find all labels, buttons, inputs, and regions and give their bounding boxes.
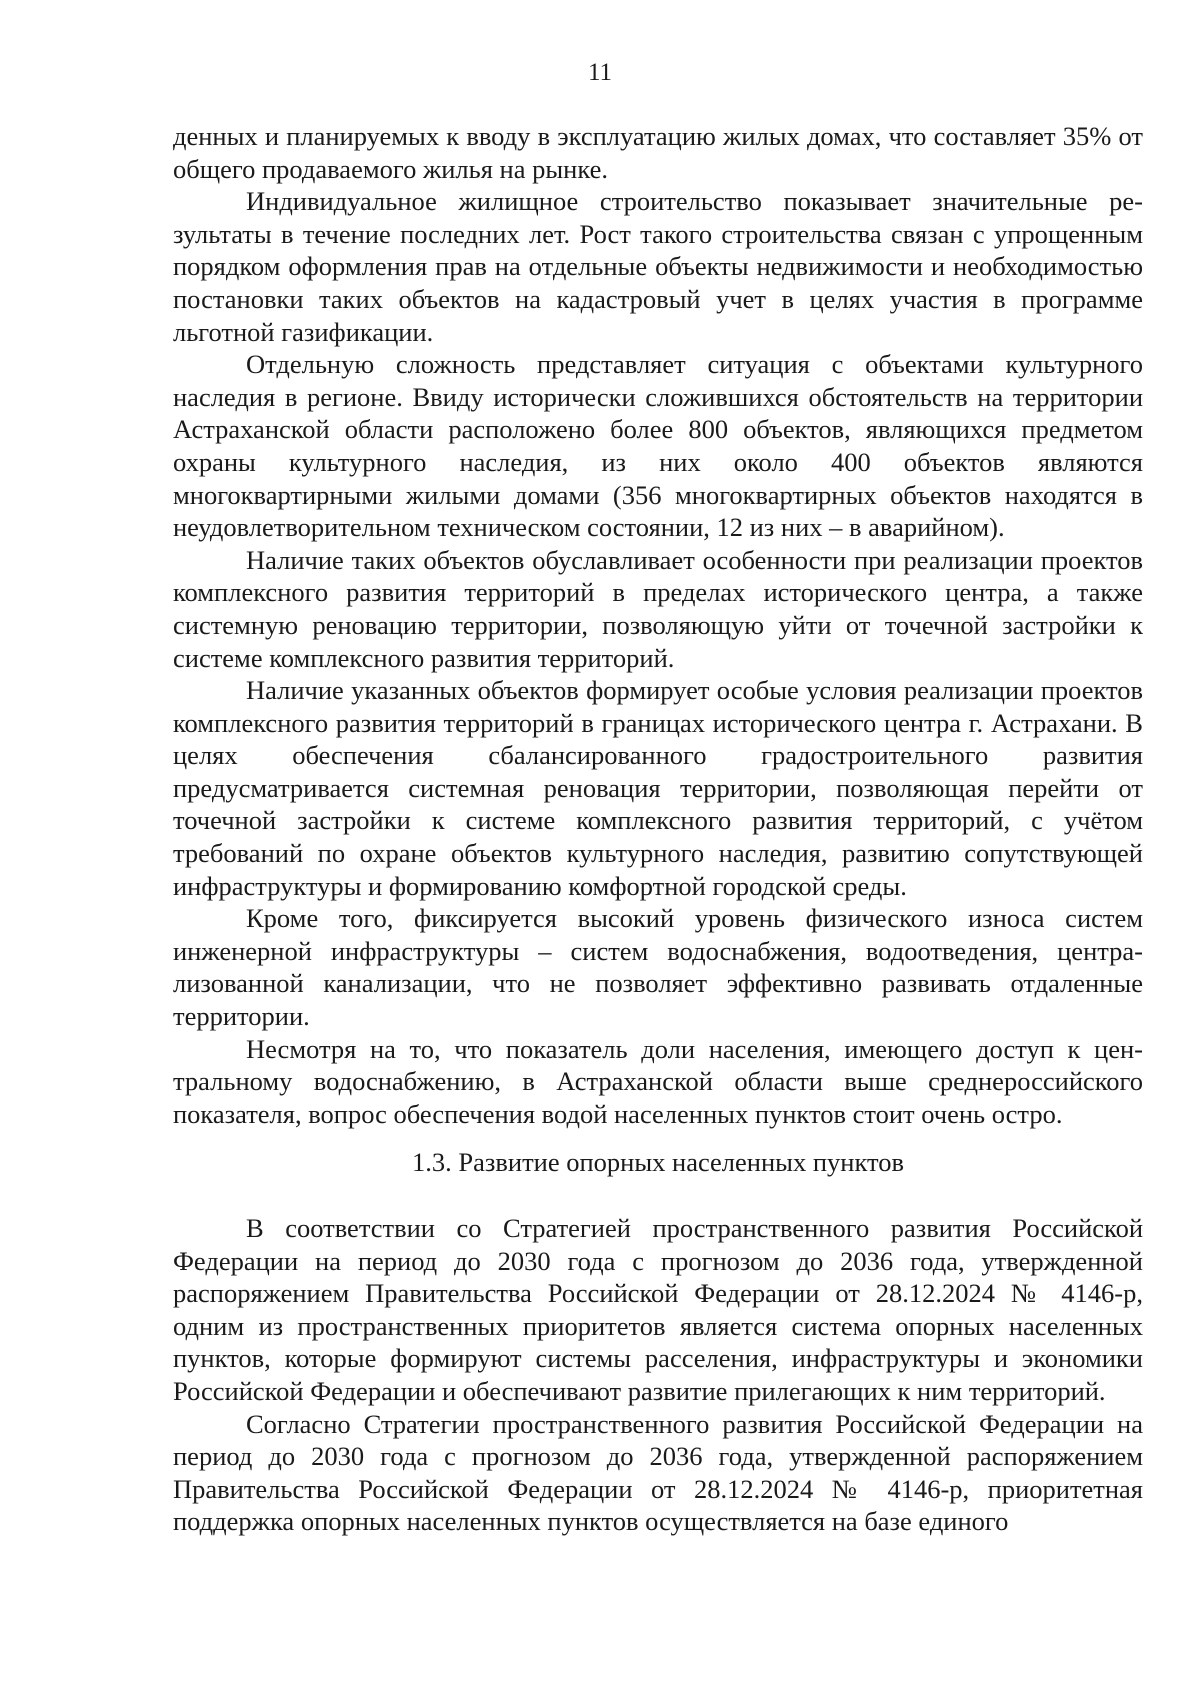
paragraph-individual-housing: Индивидуальное жилищное строительство показывает значительные результаты в течение последних лет. Рост такого строительства связан с упрощенным порядком оформления прав на отдельные объекты недвижимости и необходимостью постановки таких объектов на кадастровый учет в целях участия в программе льготной газификации. <box>173 186 1143 347</box>
page-body <box>173 120 1143 1538</box>
page-number: 11 <box>587 59 613 86</box>
paragraph-spatial-strategy: В соответствии со Стратегией пространственного развития Российской Федерации на период до 2030 года с прогнозом до 2036 года, утвержденной распоряжением Правительства Российской Федерации от 28.12.2024 № 4146-р, одним из пространственных приоритетов является система опорных населенных пунктов, которые формируют системы расселения, инфраструктуры и экономики Российской Федерации и обеспечивают развитие прилегающих к ним территорий. <box>173 1213 1143 1406</box>
paragraph-heritage-features: Наличие таких объектов обуславливает особенности при реализации проектов комплексного развития территорий в пределах исторического центра, а также системную реновацию территории, позволяющую уйти от точечной застройки к системе комплексного развития территорий. <box>173 544 1143 673</box>
paragraph-continuation: денных и планируемых к вводу в эксплуатацию жилых домах, что составляет 35% от общего продаваемого жилья на рынке. <box>173 121 1143 184</box>
paragraph-special-conditions: Наличие указанных объектов формирует особые условия реализации проектов комплексного развития территорий в границах исторического центра г. Астрахани. В целях обеспечения сбалансированного градостроительного развития предусматривается системная реновация территории, позволяющая перейти от точечной застройки к системе комплексного развития территорий, с учётом требований по охране объектов культурного наследия, развитию сопутствующей инфраструктуры и формированию комфортной городской среды. <box>173 675 1143 901</box>
paragraph-cultural-heritage: Отдельную сложность представляет ситуация с объектами культурного наследия в регионе. Ввиду исторически сложившихся обстоятельств на территории Астраханской области расположено более 800 объектов, являющихся предметом охраны культурного наследия, из них около 400 объектов являются многоквартирными жилыми домами (356 многоквартирных объектов находятся в неудовлетворительном техническом состоянии, 12 из них – в аварийном). <box>173 349 1143 543</box>
section-heading: 1.3. Развитие опорных населенных пунктов <box>412 1147 904 1178</box>
paragraph-water-supply: Несмотря на то, что показатель доли населения, имеющего доступ к центральному водоснабжению, в Астраханской области выше среднероссийского показателя, вопрос обеспечения водой населенных пунктов стоит очень остро. <box>173 1033 1143 1129</box>
paragraph-priority-support: Согласно Стратегии пространственного развития Российской Федерации на период до 2030 года с прогнозом до 2036 года, утвержденной распоряжением Правительства Российской Федерации от 28.12.2024 № 4146-р, приоритетная поддержка опорных населенных пунктов осуществляется на базе единого <box>173 1408 1143 1537</box>
paragraph-infrastructure-wear: Кроме того, фиксируется высокий уровень физического износа систем инженерной инфраструктуры – систем водоснабжения, водоотведения, централизованной канализации, что не позволяет эффективно развивать отдаленные территории. <box>173 903 1143 1032</box>
